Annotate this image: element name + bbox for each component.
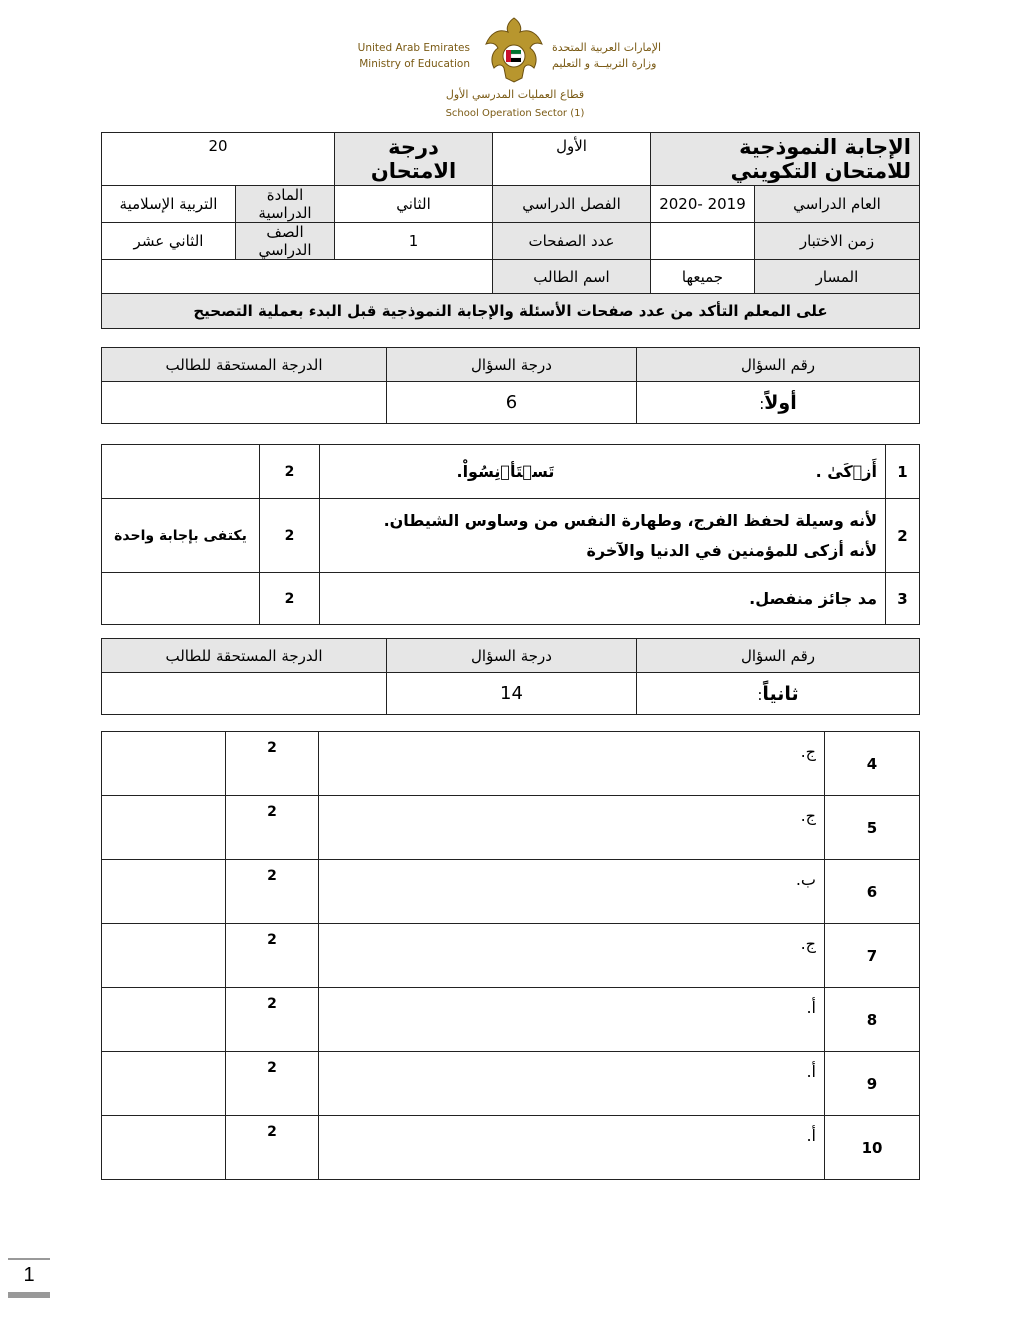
question-points: 2 bbox=[226, 988, 319, 1052]
answer-row bbox=[102, 732, 920, 796]
answer-row bbox=[102, 988, 920, 1052]
question-number: 1 bbox=[886, 445, 920, 499]
student-points[interactable] bbox=[102, 1116, 226, 1180]
answer-choice: أ. bbox=[319, 988, 825, 1052]
grader-note bbox=[102, 573, 260, 625]
part2-answers-table bbox=[101, 731, 920, 1180]
answer-row bbox=[102, 445, 920, 499]
teacher-notice: على المعلم التأكد من عدد صفحات الأسئلة والإجابة النموذجية قبل البدء بعملية التصحيح bbox=[102, 294, 920, 329]
answer-choice: أ. bbox=[319, 1052, 825, 1116]
class-value: الثاني عشر bbox=[102, 223, 236, 260]
exam-number: الأول bbox=[493, 133, 651, 186]
question-points: 2 bbox=[226, 796, 319, 860]
section1-question-grade-header: درجة السؤال bbox=[387, 348, 637, 382]
page-number-bottom-rule bbox=[8, 1292, 50, 1298]
section2-question-no-header: رقم السؤال bbox=[637, 639, 920, 673]
answer-row bbox=[102, 1116, 920, 1180]
student-points[interactable] bbox=[102, 988, 226, 1052]
question-points: 2 bbox=[226, 1116, 319, 1180]
question-number: 4 bbox=[825, 732, 920, 796]
sector-name-en: School Operation Sector (1) bbox=[445, 108, 585, 119]
grader-note bbox=[102, 445, 260, 499]
section2-question-grade-header: درجة السؤال bbox=[387, 639, 637, 673]
section1-grade: 6 bbox=[387, 382, 637, 424]
student-points[interactable] bbox=[102, 732, 226, 796]
question-number: 9 bbox=[825, 1052, 920, 1116]
answer-choice: ب. bbox=[319, 860, 825, 924]
answer-text-b: تَسۡتَأۡنِسُواْ. bbox=[456, 461, 555, 481]
question-number: 10 bbox=[825, 1116, 920, 1180]
pages-label: عدد الصفحات bbox=[493, 223, 651, 260]
section2-student-grade[interactable] bbox=[102, 673, 387, 715]
answer-choice: ج. bbox=[319, 796, 825, 860]
header-english bbox=[330, 40, 470, 72]
time-value bbox=[651, 223, 755, 260]
answer-row bbox=[102, 573, 920, 625]
section1-student-grade[interactable] bbox=[102, 382, 387, 424]
semester-value: الثاني bbox=[335, 186, 493, 223]
section2-student-grade-header: الدرجة المستحقة للطالب bbox=[102, 639, 387, 673]
sector-name-ar: قطاع العمليات المدرسي الأول bbox=[445, 88, 585, 101]
question-points: 2 bbox=[260, 573, 320, 625]
section2-grade: 14 bbox=[387, 673, 637, 715]
pages-value: 1 bbox=[335, 223, 493, 260]
time-label: زمن الاختبار bbox=[755, 223, 920, 260]
answer-choice: أ. bbox=[319, 1116, 825, 1180]
exam-title: الإجابة النموذجية للامتحان التكويني bbox=[651, 133, 920, 186]
section1-student-grade-header: الدرجة المستحقة للطالب bbox=[102, 348, 387, 382]
section1-label: أولاً: bbox=[637, 382, 920, 424]
class-label: الصف الدراسي bbox=[236, 223, 335, 260]
answer-row bbox=[102, 499, 920, 573]
question-number: 6 bbox=[825, 860, 920, 924]
answer-choice: ج. bbox=[319, 732, 825, 796]
grader-note: يكتفى بإجابة واحدة bbox=[102, 499, 260, 573]
section1-question-no-header: رقم السؤال bbox=[637, 348, 920, 382]
semester-label: الفصل الدراسي bbox=[493, 186, 651, 223]
answer-text-a: لأنه وسيلة لحفظ الفرج، وطهارة النفس من وساوس الشيطان. bbox=[383, 510, 877, 530]
exam-grade-value: 20 bbox=[102, 133, 335, 186]
student-name-value[interactable] bbox=[102, 260, 493, 294]
answer-row bbox=[102, 796, 920, 860]
student-points[interactable] bbox=[102, 1052, 226, 1116]
page-header bbox=[0, 14, 1020, 124]
answer-text bbox=[320, 445, 886, 499]
track-value: جميعها bbox=[651, 260, 755, 294]
student-name-label: اسم الطالب bbox=[493, 260, 651, 294]
header-arabic bbox=[552, 40, 672, 72]
question-number: 5 bbox=[825, 796, 920, 860]
question-points: 2 bbox=[226, 1052, 319, 1116]
question-points: 2 bbox=[260, 499, 320, 573]
question-points: 2 bbox=[226, 924, 319, 988]
answer-row bbox=[102, 860, 920, 924]
year-value: 2019 -2020 bbox=[651, 186, 755, 223]
section1-header-table bbox=[101, 347, 920, 424]
country-name-ar: الإمارات العربية المتحدة bbox=[552, 41, 662, 54]
year-label: العام الدراسي bbox=[755, 186, 920, 223]
falcon-emblem-icon bbox=[484, 16, 544, 84]
answer-text: مد جائز منفصل. bbox=[320, 573, 886, 625]
part1-answers-table bbox=[101, 444, 920, 625]
answer-text bbox=[320, 499, 886, 573]
section2-header-table bbox=[101, 638, 920, 715]
subject-value: التربية الإسلامية bbox=[102, 186, 236, 223]
question-points: 2 bbox=[226, 860, 319, 924]
answer-text-a: أَزۡكَىٰ . bbox=[815, 461, 877, 481]
section2-label: ثانياً: bbox=[637, 673, 920, 715]
answer-row bbox=[102, 1052, 920, 1116]
question-points: 2 bbox=[260, 445, 320, 499]
question-number: 2 bbox=[886, 499, 920, 573]
ministry-name-ar: وزارة التربيــة و التعليم bbox=[552, 57, 657, 70]
page-number-box bbox=[8, 1258, 50, 1300]
student-points[interactable] bbox=[102, 860, 226, 924]
question-number: 8 bbox=[825, 988, 920, 1052]
page-number-top-rule bbox=[8, 1258, 50, 1260]
country-name-en: United Arab Emirates bbox=[357, 42, 470, 54]
page-number: 1 bbox=[23, 1264, 35, 1286]
answer-text-b: لأنه أزكى للمؤمنين في الدنيا والآخرة bbox=[586, 540, 877, 560]
exam-info-table bbox=[101, 132, 920, 329]
question-number: 7 bbox=[825, 924, 920, 988]
question-points: 2 bbox=[226, 732, 319, 796]
exam-grade-label: درجة الامتحان bbox=[335, 133, 493, 186]
question-number: 3 bbox=[886, 573, 920, 625]
student-points[interactable] bbox=[102, 924, 226, 988]
answer-choice: ج. bbox=[319, 924, 825, 988]
track-label: المسار bbox=[755, 260, 920, 294]
subject-label: المادة الدراسية bbox=[236, 186, 335, 223]
answer-row bbox=[102, 924, 920, 988]
student-points[interactable] bbox=[102, 796, 226, 860]
ministry-name-en: Ministry of Education bbox=[359, 58, 470, 70]
